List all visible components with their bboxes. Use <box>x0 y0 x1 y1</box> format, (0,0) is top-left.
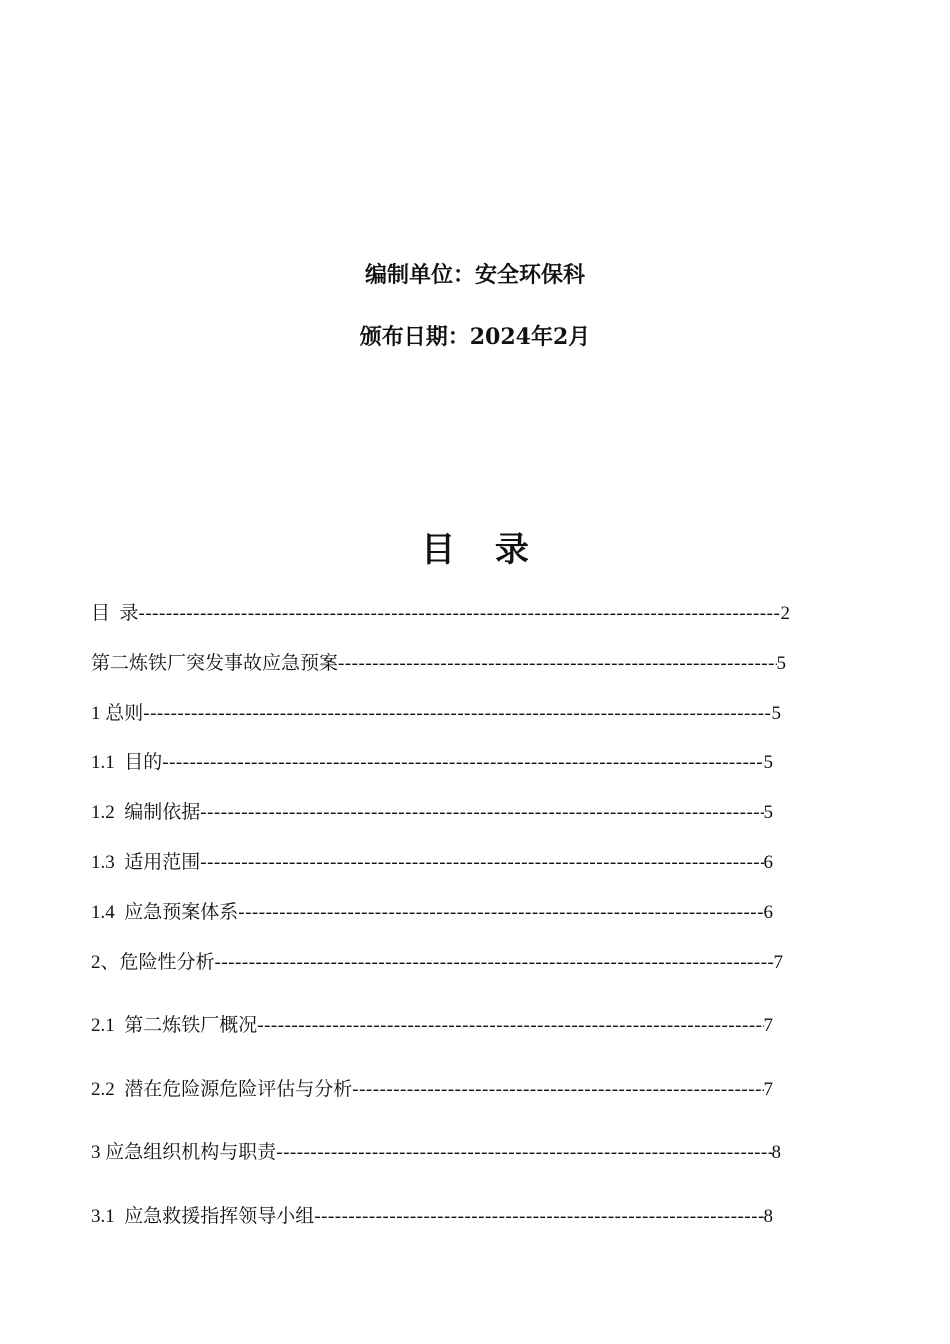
toc-leader <box>215 952 774 974</box>
toc-leader <box>238 902 763 924</box>
toc-entry[interactable] <box>91 1009 773 1037</box>
toc-entry-page: 5 <box>771 703 781 724</box>
toc-entry[interactable] <box>91 896 773 924</box>
toc-leader <box>162 752 763 774</box>
toc-leader <box>276 1142 771 1164</box>
toc-entry-label: 3 应急组织机构与职责 <box>91 1142 277 1163</box>
toc-entry-page: 7 <box>773 952 783 973</box>
toc-entry[interactable] <box>91 1136 781 1164</box>
toc-entry-page: 2 <box>780 603 790 624</box>
issue-date-label: 颁布日期： <box>359 324 470 350</box>
compiling-unit-value: 安全环保科 <box>475 262 586 288</box>
toc-entry[interactable] <box>91 597 790 625</box>
toc-entry-page: 5 <box>763 752 773 773</box>
toc-leader <box>314 1206 763 1228</box>
toc-entry-page: 7 <box>763 1015 773 1036</box>
toc-entry-label: 2、危险性分析 <box>91 952 215 973</box>
toc-leader <box>200 802 763 824</box>
toc-leader <box>143 703 771 725</box>
toc-entry-label: 1.1 目的 <box>91 752 163 773</box>
toc-entry-page: 6 <box>763 852 773 873</box>
toc-entry-label: 1 总则 <box>91 703 144 724</box>
toc-entry-page: 8 <box>763 1206 773 1227</box>
toc-entry-page: 5 <box>776 653 786 674</box>
toc-leader <box>352 1079 763 1101</box>
compiling-unit-line <box>0 258 950 289</box>
compiling-unit-label: 编制单位： <box>364 262 475 288</box>
toc-leader <box>338 653 776 675</box>
toc-entry-label: 第二炼铁厂突发事故应急预案 <box>91 653 339 674</box>
toc-entry-page: 5 <box>763 802 773 823</box>
toc-leader <box>257 1015 763 1037</box>
toc-leader <box>200 852 763 874</box>
toc-entry-label: 1.2 编制依据 <box>91 802 201 823</box>
toc-entry-label: 1.3 适用范围 <box>91 852 201 873</box>
toc-entry-label: 3.1 应急救援指挥领导小组 <box>91 1206 315 1227</box>
toc-entry-label: 目 录 <box>91 603 139 624</box>
toc-title: 目 录 <box>421 530 543 570</box>
issue-date-line <box>0 320 950 351</box>
toc-entry[interactable] <box>91 1200 773 1228</box>
toc-entry-label: 1.4 应急预案体系 <box>91 902 239 923</box>
toc-entry[interactable] <box>91 697 781 725</box>
toc-entry-page: 7 <box>763 1079 773 1100</box>
toc-entry-page: 6 <box>763 902 773 923</box>
toc-leader <box>139 603 781 625</box>
toc-entry[interactable] <box>91 846 773 874</box>
toc-entry[interactable] <box>91 946 783 974</box>
toc-entry[interactable] <box>91 647 786 675</box>
toc-entry[interactable] <box>91 1073 773 1101</box>
toc-entry-page: 8 <box>771 1142 781 1163</box>
toc-entry-label: 2.1 第二炼铁厂概况 <box>91 1015 258 1036</box>
toc-entry-label: 2.2 潜在危险源危险评估与分析 <box>91 1079 353 1100</box>
toc-entry[interactable] <box>91 796 773 824</box>
issue-date-value: 2024年2月 <box>469 324 591 350</box>
toc-entry[interactable] <box>91 746 773 774</box>
